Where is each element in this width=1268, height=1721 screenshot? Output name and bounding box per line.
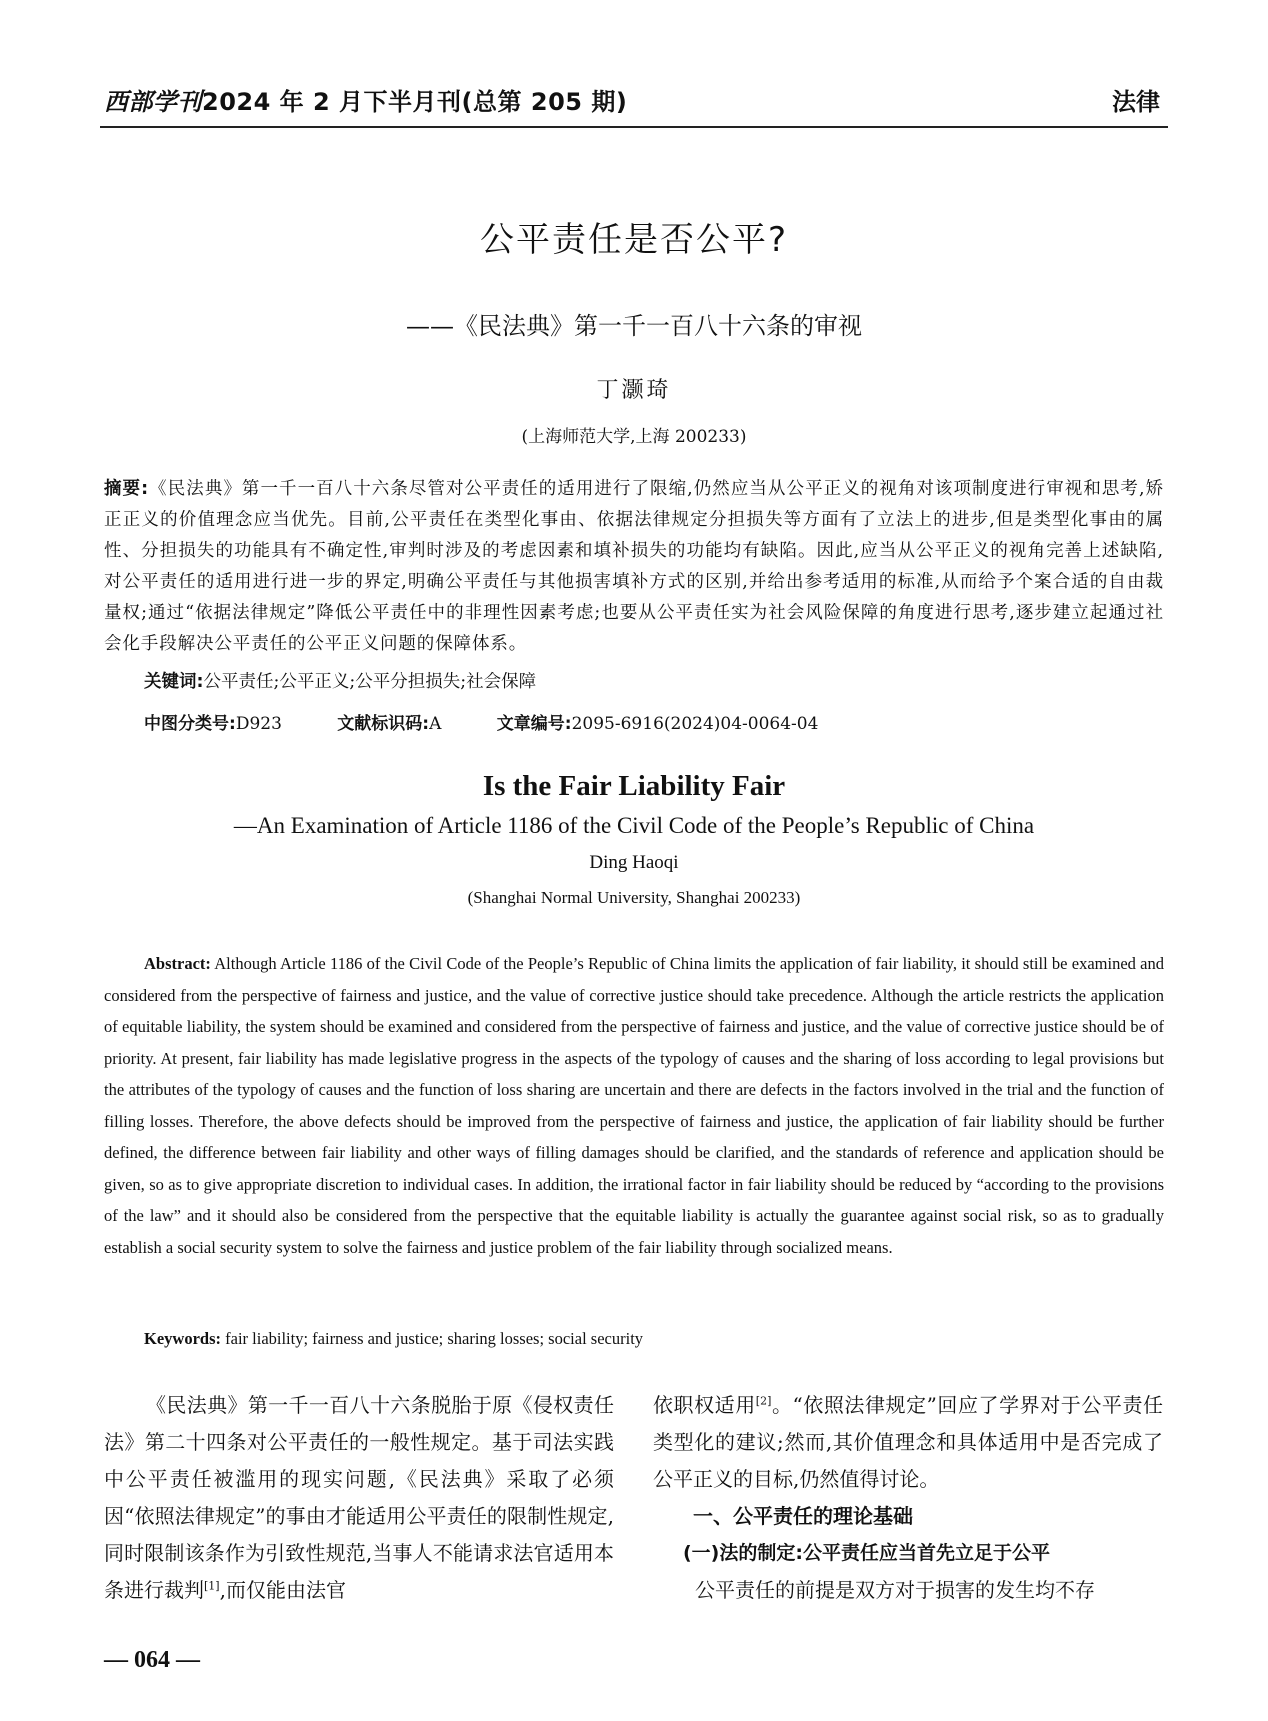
journal-logo: 西部学刊	[104, 87, 202, 116]
keywords-text: 公平责任;公平正义;公平分担损失;社会保障	[203, 672, 537, 692]
english-affiliation: (Shanghai Normal University, Shanghai 200233)	[467, 888, 801, 907]
english-abstract-label: Abstract:	[144, 954, 211, 973]
article-no-label: 文章编号:	[496, 714, 572, 734]
header-divider	[100, 126, 1168, 128]
doc-code-value: A	[429, 714, 442, 734]
classification-info	[144, 709, 868, 734]
body-text-tail: ,而仅能由法官	[219, 1578, 346, 1602]
journal-header	[104, 82, 627, 117]
body-text: 依职权适用	[653, 1393, 756, 1417]
body-text-rest: 。“依照法律规定”回应了学界对于公平责任类型化的建议;然而,其价值理念和具体适用中是否完成了公平正义的目标,仍然值得讨论。	[653, 1393, 1164, 1491]
chinese-keywords	[144, 668, 536, 693]
section-label: 法律	[1112, 88, 1160, 116]
english-keywords	[144, 1329, 643, 1349]
clc-value: D923	[235, 714, 282, 734]
author-name: 丁灏琦	[596, 378, 672, 403]
english-abstract	[104, 948, 1164, 1263]
body-paragraph	[104, 1387, 614, 1609]
abstract-label: 摘要:	[104, 479, 150, 499]
page-number: — 064 —	[104, 1647, 200, 1673]
english-abstract-text: Although Article 1186 of the Civil Code of the People’s Republic of China limits the application of fair liability, it should still be examined and considered from the perspective of fairness and justice, and the value of corrective justice should take precedence. Although the article restricts the application of equitable liability, the system should be examined and considered from the perspective of fairness and justice, and the value of corrective justice should be of priority. At present, fair liability has made legislative progress in the aspects of the typology of causes and the sharing of loss according to legal provisions but the attributes of the typology of causes and the function of loss sharing are uncertain and there are defects in the factors involved in the trial and the function of filling losses. Therefore, the above defects should be improved from the perspective of fairness and justice, the application of fair liability should be further defined, the difference between fair liability and other ways of filling damages should be clarified, and the standards of reference and application should be given, so as to give appropriate discretion to individual cases. In addition, the irrational factor in fair liability should be reduced by “according to the provisions of the law” and it should also be considered from the perspective that the equitable liability is actually the guarantee against social risk, so as to gradually establish a social security system to solve the fairness and justice problem of the fair liability through socialized means.	[104, 954, 1164, 1257]
body-paragraph-2: 公平责任的前提是双方对于损害的发生均不存	[695, 1578, 1095, 1602]
body-paragraph	[653, 1387, 1163, 1498]
article-no-value: 2095-6916(2024)04-0064-04	[571, 714, 819, 734]
body-column-right	[653, 1387, 1163, 1609]
clc-item	[144, 709, 282, 734]
section-heading: 一、公平责任的理论基础	[693, 1504, 913, 1528]
keywords-label: 关键词:	[144, 672, 204, 692]
english-subtitle: —An Examination of Article 1186 of the Civil Code of the People’s Republic of China	[233, 813, 1035, 838]
doc-code-label: 文献标识码:	[337, 714, 430, 734]
english-keywords-label: Keywords:	[144, 1329, 221, 1348]
doc-code-item	[337, 709, 441, 734]
english-keywords-text: fair liability; fairness and justice; sharing losses; social security	[225, 1329, 644, 1348]
author-affiliation: (上海师范大学,上海 200233)	[521, 427, 747, 447]
english-title: Is the Fair Liability Fair	[482, 770, 786, 802]
chinese-abstract	[104, 474, 1164, 660]
body-column-left	[104, 1387, 614, 1609]
article-subtitle: ——《民法典》第一千一百八十六条的审视	[406, 312, 862, 340]
article-no-item	[497, 709, 819, 734]
citation-ref: [2]	[755, 1394, 772, 1408]
citation-ref: [1]	[204, 1579, 220, 1593]
article-title: 公平责任是否公平?	[479, 220, 789, 260]
journal-issue: 2024 年 2 月下半月刊(总第 205 期)	[202, 88, 628, 116]
subsection-heading: (一)法的制定:公平责任应当首先立足于公平	[683, 1542, 1050, 1564]
abstract-text: 《民法典》第一千一百八十六条尽管对公平责任的适用进行了限缩,仍然应当从公平正义的视角对该项制度进行审视和思考,矫正正义的价值理念应当优先。目前,公平责任在类型化事由、依据法律规定分担损失等方面有了立法上的进步,但是类型化事由的属性、分担损失的功能具有不确定性,审判时涉及的考虑因素和填补损失的功能均有缺陷。因此,应当从公平正义的视角完善上述缺陷,对公平责任的适用进行进一步的界定,明确公平责任与其他损害填补方式的区别,并给出参考适用的标准,从而给予个案合适的自由裁量权;通过“依据法律规定”降低公平责任中的非理性因素考虑;也要从公平责任实为社会风险保障的角度进行思考,逐步建立起通过社会化手段解决公平责任的公平正义问题的保障体系。	[104, 479, 1164, 654]
body-text: 《民法典》第一千一百八十六条脱胎于原《侵权责任法》第二十四条对公平责任的一般性规定。基于司法实践中公平责任被滥用的现实问题,《民法典》采取了必须因“依照法律规定”的事由才能适用公平责任的限制性规定,同时限制该条作为引致性规范,当事人不能请求法官适用本条进行裁判	[104, 1393, 614, 1602]
english-author: Ding Haoqi	[589, 852, 679, 873]
clc-label: 中图分类号:	[144, 714, 236, 734]
